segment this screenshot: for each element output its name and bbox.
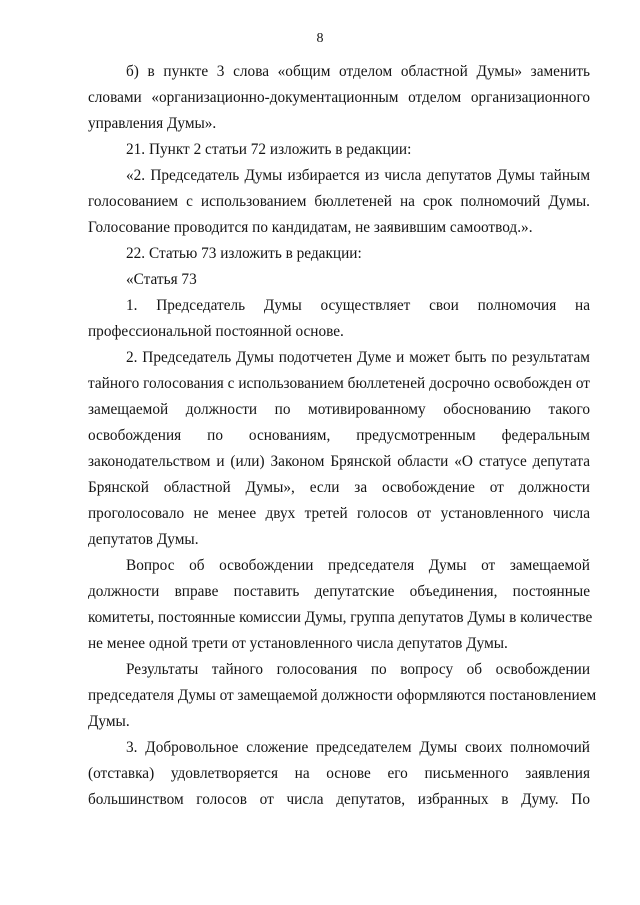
- text-line: (отставка) удовлетворяется на основе его письменного заявления: [88, 765, 590, 782]
- text-line: Брянской областной Думы», если за освобождение от должности: [88, 479, 590, 496]
- text-line: не менее одной трети от установленного числа депутатов Думы.: [88, 635, 508, 652]
- text-line: должности вправе поставить депутатские объединения, постоянные: [88, 583, 590, 600]
- text-line: б) в пункте 3 слова «общим отделом областной Думы» заменить: [126, 63, 590, 80]
- text-line: комитеты, постоянные комиссии Думы, группа депутатов Думы в количестве: [88, 609, 593, 626]
- text-line: проголосовало не менее двух третей голосов от установленного числа: [88, 505, 590, 522]
- text-line: 22. Статью 73 изложить в редакции:: [126, 245, 362, 262]
- text-line: большинством голосов от числа депутатов, избранных в Думу. По: [88, 791, 590, 808]
- text-line: Голосование проводится по кандидатам, не заявившим самоотвод.».: [88, 219, 533, 236]
- text-line: Вопрос об освобождении председателя Думы от замещаемой: [126, 557, 590, 574]
- text-line: Результаты тайного голосования по вопросу об освобождении: [126, 661, 590, 678]
- text-line: словами «организационно-документационным отделом организационного: [88, 89, 590, 106]
- text-line: 1. Председатель Думы осуществляет свои полномочия на: [126, 297, 590, 314]
- text-line: 21. Пункт 2 статьи 72 изложить в редакции:: [126, 141, 412, 158]
- text-line: депутатов Думы.: [88, 531, 199, 548]
- text-line: управления Думы».: [88, 115, 217, 132]
- text-line: законодательством и (или) Законом Брянской области «О статусе депутата: [88, 453, 590, 470]
- text-line: освобождения по основаниям, предусмотренным федеральным: [88, 427, 590, 444]
- text-line: 3. Добровольное сложение председателем Думы своих полномочий: [126, 739, 590, 756]
- text-line: председателя Думы от замещаемой должности оформляются постановлением: [88, 687, 597, 704]
- text-line: 2. Председатель Думы подотчетен Думе и может быть по результатам: [126, 349, 590, 366]
- text-line: Думы.: [88, 713, 130, 730]
- text-line: «2. Председатель Думы избирается из числа депутатов Думы тайным: [126, 167, 590, 184]
- text-line: замещаемой должности по мотивированному обоснованию такого: [88, 401, 590, 418]
- text-line: голосованием с использованием бюллетеней на срок полномочий Думы.: [88, 193, 590, 210]
- text-line: профессиональной постоянной основе.: [88, 323, 344, 340]
- text-line: тайного голосования с использованием бюллетеней досрочно освобожден от: [88, 375, 590, 392]
- text-line: «Статья 73: [126, 271, 197, 288]
- page-number: 8: [316, 31, 324, 46]
